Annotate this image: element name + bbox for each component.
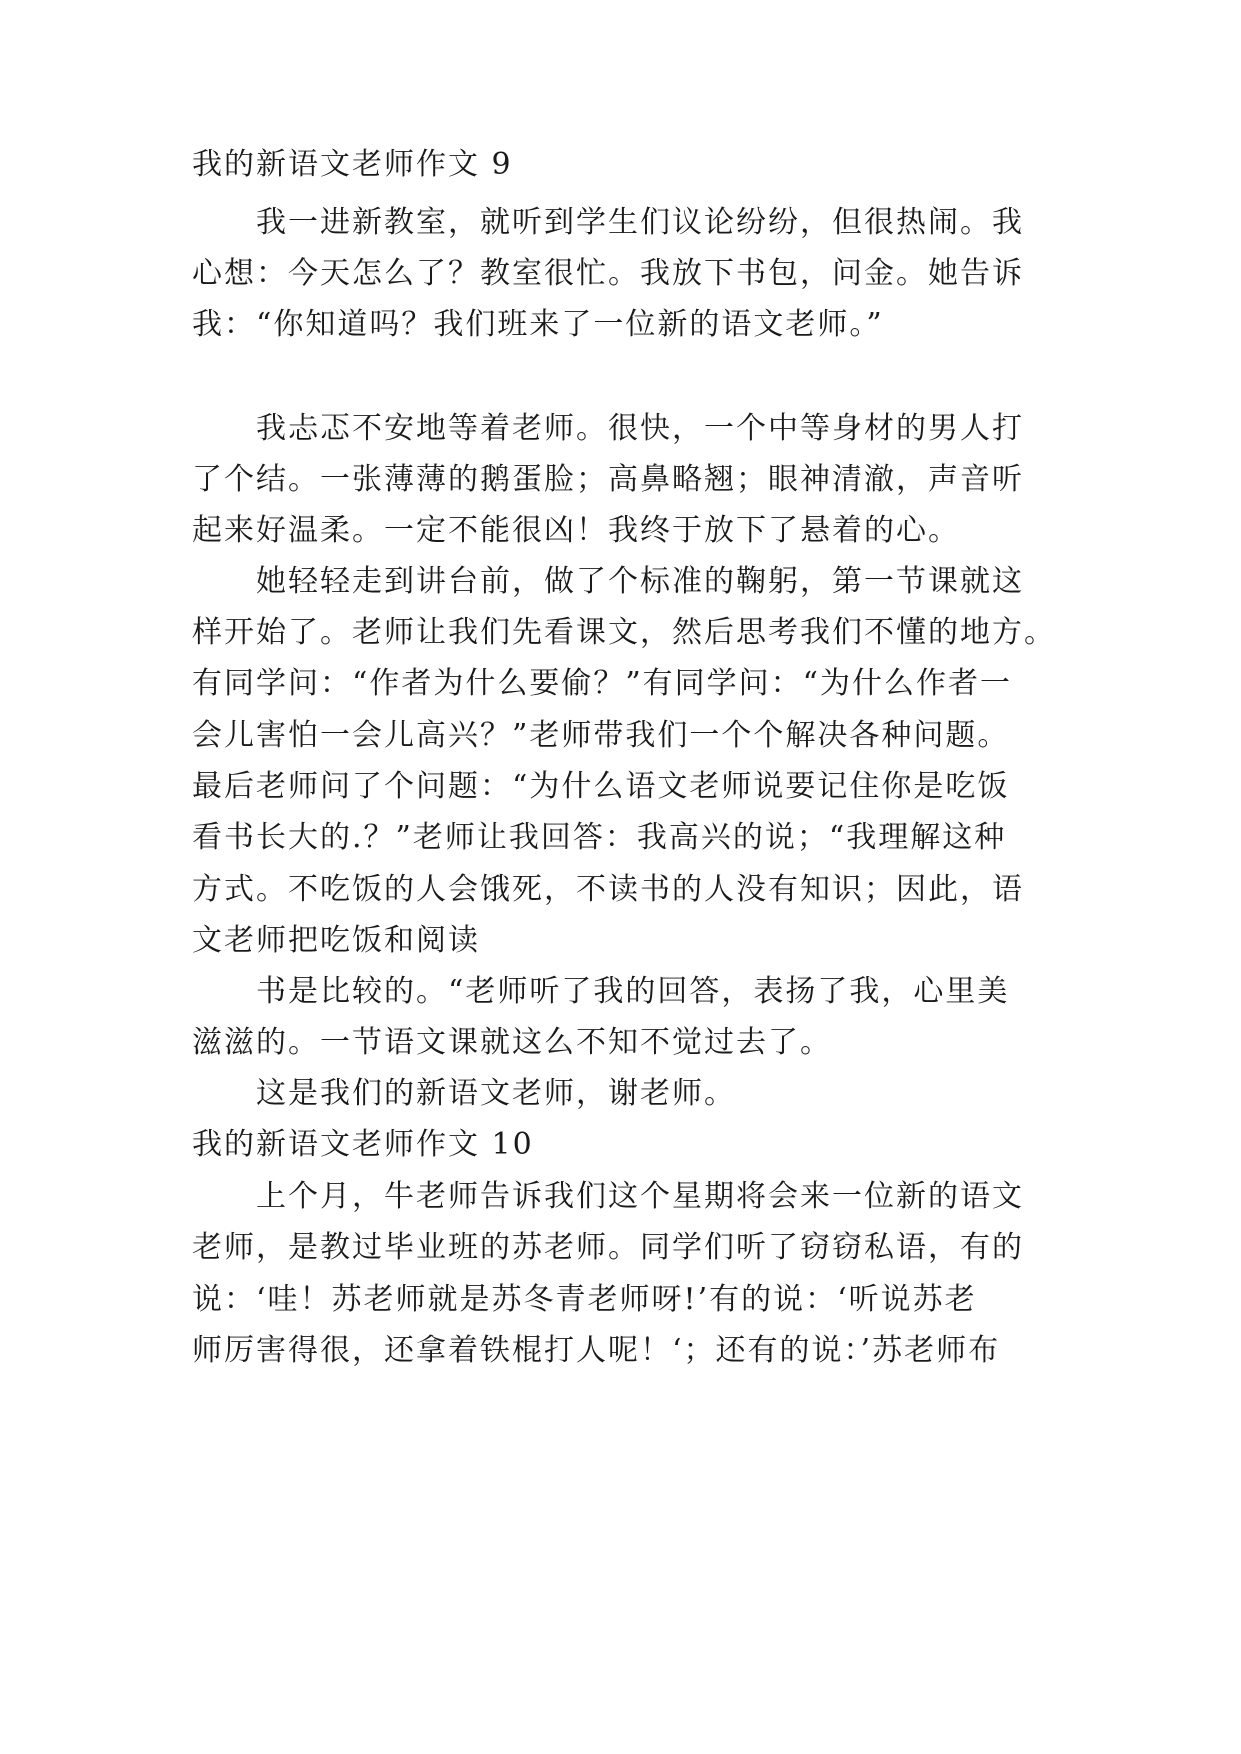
paragraph-line: 我：“你知道吗？我们班来了一位新的语文老师。” bbox=[192, 307, 884, 342]
paragraph-line: 老师，是教过毕业班的苏老师。同学们听了窃窃私语，有的 bbox=[192, 1230, 1024, 1265]
paragraph-line: 心想：今天怎么了？教室很忙。我放下书包，问金。她告诉 bbox=[192, 256, 1024, 291]
paragraph-line: 这是我们的新语文老师，谢老师。 bbox=[256, 1076, 736, 1111]
paragraph-line: 文老师把吃饭和阅读 bbox=[192, 923, 480, 958]
paragraph-line: 有同学问：“作者为什么要偷？”有同学问：“为什么作者一 bbox=[192, 666, 1013, 701]
paragraph-line: 方式。不吃饭的人会饿死，不读书的人没有知识；因此，语 bbox=[192, 872, 1024, 907]
paragraph-line: 上个月，牛老师告诉我们这个星期将会来一位新的语文 bbox=[256, 1179, 1024, 1214]
paragraph-line: 说：‘哇！苏老师就是苏冬青老师呀!’有的说：‘听说苏老 bbox=[192, 1282, 977, 1317]
paragraph-line: 了个结。一张薄薄的鹅蛋脸；高鼻略翘；眼神清澈，声音听 bbox=[192, 462, 1024, 497]
paragraph-line: 样开始了。老师让我们先看课文，然后思考我们不懂的地方。 bbox=[192, 615, 1056, 650]
paragraph-line: 会儿害怕一会儿高兴？”老师带我们一个个解决各种问题。 bbox=[192, 718, 1010, 753]
paragraph-line: 她轻轻走到讲台前，做了个标准的鞠躬，第一节课就这 bbox=[256, 564, 1024, 599]
essay-title-10: 我的新语文老师作文 10 bbox=[192, 1127, 534, 1162]
paragraph-line: 最后老师问了个问题：“为什么语文老师说要记住你是吃饭 bbox=[192, 769, 1010, 804]
essay-title-9: 我的新语文老师作文 9 bbox=[192, 147, 513, 182]
paragraph-line: 看书长大的.？”老师让我回答：我高兴的说；“我理解这种 bbox=[192, 820, 1007, 855]
paragraph-line: 起来好温柔。一定不能很凶！我终于放下了悬着的心。 bbox=[192, 513, 960, 548]
paragraph-line: 滋滋的。一节语文课就这么不知不觉过去了。 bbox=[192, 1025, 832, 1060]
paragraph-line: 书是比较的。“老师听了我的回答，表扬了我，心里美 bbox=[256, 974, 1010, 1009]
paragraph-line: 我忐忑不安地等着老师。很快，一个中等身材的男人打 bbox=[256, 411, 1024, 446]
paragraph-line: 我一进新教室，就听到学生们议论纷纷，但很热闹。我 bbox=[256, 205, 1024, 240]
paragraph-line: 师厉害得很，还拿着铁棍打人呢！‘；还有的说：’苏老师布 bbox=[192, 1333, 1001, 1368]
